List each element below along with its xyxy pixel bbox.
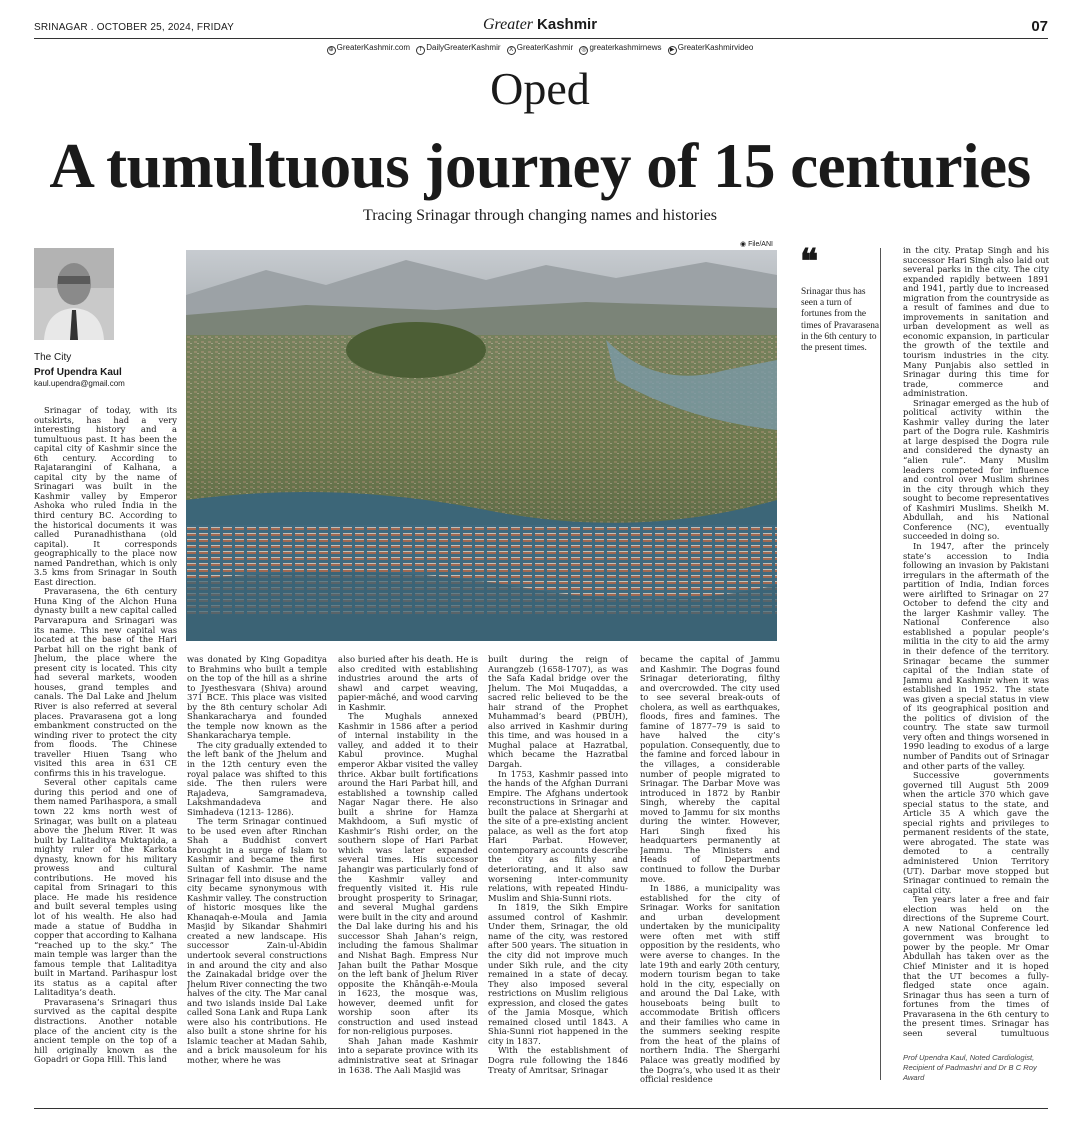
masthead-logo: [0, 16, 1080, 34]
paragraph: was donated by King Gopaditya to Brahmins who built a temple on the top of the hill as a shrine to Jyesthesvara (Shiva) around 371 BCE. This place was visited by the 8th century scholar Adi Shankaracharya and founded the temple now known as the Shankaracharya temple.: [187, 655, 327, 741]
dateline: SRINAGAR . OCTOBER 25, 2024, FRIDAY: [34, 22, 235, 33]
footer-rule: [34, 1108, 1048, 1109]
paragraph: also buried after his death. He is also credited with establishing industries around the arts of shawl and carpet weaving, papier-mâché, and wood carving in Kashmir.: [338, 655, 478, 712]
column-divider: [880, 248, 881, 1080]
facebook-icon: f: [416, 46, 425, 55]
paragraph: became the capital of Jammu and Kashmir. The Dogras found Srinagar deteriorating, filthy and overcrowded. The city used to see several break-outs of cholera, as well as earthquakes, floods, fires and famines. The famine of 1877–79 is said to have halved the city’s population. Consequently, due to the famine and forced labour in the villages, a considerable number of people migrated to Srinagar. The Darbar Move was introduced in 1872 by Ranbir Singh, whereby the capital moved to Jammu for six months during the winter. However, Hari Singh fixed his headquarters permanently at Jammu. The Ministers and Heads of Departments continued to follow the Durbar move.: [640, 655, 780, 884]
paragraph: Srinagar of today, with its outskirts, has had a very interesting history and a tumultuous past. It has been the capital city of Kashmir since the 6th century. According to Rajatarangini of Kalhana, a capital city by the name of Srinagari was built in the Kashmir valley by Emperor Ashoka who ruled India in the third century BC. According to the historical documents it was called Puranadhisthana (old capital). It corresponds geographically to the place now named Pandrethan, which is only 3.5 kms from Srinagar in South East direction.: [34, 406, 177, 587]
paragraph: The city gradually extended to the left bank of the Jhelum and in the 12th century even the royal palace was shifted to this side. The then rulers were Rajadeva, Samgramadeva, Lakshmandadeva and Simhadeva (1213- 1286).: [187, 739, 327, 817]
article-column-4: [488, 655, 628, 1086]
author-footnote: Prof Upendra Kaul, Noted Cardiologist, Recipient of Padmashri and Dr B C Roy Award: [903, 1053, 1037, 1082]
paragraph: Successive governments governed till August 5th 2009 when the article 370 which gave special status to the state, and Article 35 A which gave the special rights and privileges to permanent residents of the state, were abrogated. The state was demoted to a centrally administered Union Territory (UT). Darbar move stopped but Srinagar continued to remain the capital city.: [903, 770, 1049, 895]
instagram-icon: ◎: [581, 47, 587, 53]
social-x-text: GreaterKashmir: [516, 43, 574, 52]
paragraph: built during the reign of Aurangzeb (1658-1707), as was the Safa Kadal bridge over the Jhelum. The Moi Muqaddas, a sacred relic believed to be the hair strand of the Prophet Muhammad’s beard (PBUH), also arrived in Kashmir during this time, and was housed in a Mughal palace at Hazratbal, which became the Hazratbal Dargah.: [488, 655, 628, 770]
srinagar-aerial-photo: [186, 250, 777, 641]
author-photo: [34, 248, 114, 340]
logo-bold: Kashmir: [537, 16, 598, 33]
social-instagram[interactable]: [579, 43, 661, 52]
social-links: [0, 43, 1080, 55]
globe-icon: ⊕: [328, 47, 334, 53]
author-name: Prof Upendra Kaul: [34, 367, 122, 378]
paragraph: The Mughals annexed Kashmir in 1586 after a period of internal instability in the valley, and added it to their Kabul province. Mughal emperor Akbar visited the valley thrice. Akbar built fortifications around the Hari Parbat hill, and established a township called Nagar Nagar there. He also built a shrine for Hamza Makhdoom, a Sufi mystic of Kashmir’s Rishi order, on the southern slope of Hari Parbat which was later expanded several times. His successor Jahangir was particularly fond of the Kashmir valley and frequently visited it. His rule brought prosperity to Srinagar, and several Mughal gardens were built in the city and around the Dal lake during his and his successor Shah Jahan’s reign, including the famous Shalimar and Nishat Bagh. Empress Nur Jahan built the Pathar Mosque on the left bank of Jhelum River opposite the Khānqāh-e-Moula in 1623, the mosque was, however, deemed unfit for worship soon after its construction and used instead for non-religious purposes.: [338, 711, 478, 1037]
photo-credit: [740, 240, 773, 248]
paragraph: Several other capitals came during this period and one of them named Parihaspora, a small town 22 kms north west of Srinagar, was built on a plateau above the Jhelum River. It was built by Lalitaditya Muktapida, a mighty ruler of the Karkota dynasty, known for his military prowess and cultural contributions. He moved his capital from Srinagari to this place. He made his residence and built several temples using lot of his wealth. He also had made a statue of Buddha in copper that according to Kalhana “reached up to the sky.” The main temple was larger than the famous temple that Lalitaditya built in Martand. Parihaspur lost its status as a capital after Lalitaditya’s death.: [34, 777, 177, 998]
social-x[interactable]: [507, 43, 573, 52]
paragraph: In 1886, a municipality was established for the city of Srinagar. Works for sanitation and urban development undertaken by the municipality were often met with stiff opposition by the residents, who were averse to changes. In the late 19th and early 20th century, modern tourism began to take hold in the city, especially on and around the Dal Lake, with houseboats being built to accommodate British officers and their families who came in the summers seeking respite from the heat of the plains of northern India. The Shergarhi Palace was greatly modified by the Dogra’s, who used it as their official residence: [640, 883, 780, 1085]
article-column-3: [338, 655, 478, 1086]
article-column-5: [640, 655, 780, 1086]
paragraph: In 1947, after the princely state’s accession to India following an invasion by Pakistani irregulars in the aftermath of the partition of India, Indian forces were airlifted to Srinagar on 27 October to defend the city and the larger Kashmir valley. The National Conference also established a popular people’s militia in the city to aid the army in their defence of the territory. Srinagar became the summer capital of the Indian state of Jammu and Kashmir when it was established in 1952. The state was given a special status in view of its geographical position and the politics of division of the country. The state saw turmoil very often and things worsened in 1990 leading to exodus of a large number of Pandits out of Srinagar and other parts of the valley.: [903, 540, 1049, 771]
photo-credit-text: File/ANI: [748, 241, 773, 248]
article-column-1: [34, 406, 177, 1086]
paragraph: in the city. Pratap Singh and his successor Hari Singh also laid out several parks in the city. The city expanded rapidly between 1891 and 1941, partly due to increased migration from the countryside as a result of famines and due to improvements in sanitation and urban development as well as economic expansion, in particular the growth of the textile and tourism industries in the city. Many Punjabis also settled in Srinagar during this time for trade, commerce and administration.: [903, 246, 1049, 399]
paragraph: In 1819, the Sikh Empire assumed control of Kashmir. Under them, Srinagar, the old name of the city, was restored after 500 years. The situation in the city did not improve much under Sikh rule, and the city remained in a state of decay. They also imposed several restrictions on Muslim religious expression, and closed the gates of the Jamia Mosque, which remained closed until 1843. A Shia-Sunni riot happened in the city in 1837.: [488, 902, 628, 1046]
paragraph: With the establishment of Dogra rule following the 1846 Treaty of Amritsar, Srinagar: [488, 1045, 628, 1075]
page-number: 07: [1031, 18, 1048, 35]
paragraph: Ten years later a free and fair election was held on the directions of the Supreme Court. A new National Conference led government was brought to power by the people. Mr Omar Abdullah has taken over as the Chief Minister and it is hoped that the UT becomes a fully-fledged state once again. Srinagar thus has seen a turn of fortunes from the times of Pravarasena in the 6th century to the present times. Srinagar has seen several tumultuous: [903, 894, 1049, 1038]
social-youtube[interactable]: [668, 43, 754, 52]
camera-icon: ◉: [740, 241, 749, 248]
author-email[interactable]: kaul.upendra@gmail.com: [34, 379, 125, 388]
article-column-2: [187, 655, 327, 1086]
social-website-text: GreaterKashmir.com: [336, 43, 411, 52]
header-rule: [34, 38, 1048, 39]
x-icon: X: [507, 46, 516, 55]
youtube-icon: ▶: [668, 46, 677, 55]
article-column-6: [903, 246, 1049, 1038]
paragraph: Pravarasena, the 6th century Huna King of the Alchon Huna dynasty built a new capital called Parvarapura and Srinagari was its name. This new capital was located at the base of the Hari Parbat hill on the right bank of Jhelum, the place where the present city is located. This city had several markets, wooden houses, grand temples and canals. The Dal Lake and Jhelum River is also referred at several places. Pravarasena got a long embankment constructed on the winding river to protect the city from floods. The Chinese traveller Hiuen Tsang who visited this area in 631 CE confirms this in his travelogue.: [34, 586, 177, 778]
paragraph: Shah Jahan made Kashmir into a separate province with its administrative seat at Srinagar in 1638. The Aali Masjid was: [338, 1035, 478, 1075]
social-website[interactable]: [327, 43, 410, 52]
social-facebook[interactable]: [416, 43, 500, 52]
section-title: Oped: [490, 63, 590, 114]
paragraph: Pravarasena’s Srinagari thus survived as the capital despite distractions. Another notable place of the ancient city is the ancient temple on the top of a hill originally known as the Gopadri or Gopa Hill. This land: [34, 996, 177, 1065]
social-facebook-text: DailyGreaterKashmir: [426, 43, 501, 52]
headline: A tumultuous journey of 15 centuries: [49, 131, 1031, 201]
subheadline: Tracing Srinagar through changing names and histories: [362, 207, 717, 224]
pull-quote: Srinagar thus has seen a turn of fortunes from the times of Pravarasena in the 6th century to the present times.: [801, 287, 880, 354]
paragraph: Srinagar emerged as the hub of political activity within the Kashmir valley during the later part of the Dogra rule. Kashmiris at large despised the Dogra rule and considered the dynasty an “alien rule”. Many Muslim leaders competed for influence and control over Muslim shrines in the city through which they sought to become representatives of Kashmiri Muslims. Sheikh M. Abdullah, and his National Conference (NC), eventually succeeded in doing so.: [903, 397, 1049, 542]
logo-italic: Greater: [482, 16, 534, 33]
quote-mark-icon: ❝: [800, 244, 819, 281]
author-category: The City: [34, 352, 72, 363]
social-instagram-text: greaterkashmirnews: [589, 43, 662, 52]
paragraph: The term Srinagar continued to be used even after Rinchan Shah a Buddhist convert brought in a surge of Islam to Kashmir and became the first Sultan of Kashmir. The name Srinagar fell into disuse and the city became synonymous with Kashmir valley. The construction of historic mosques like the Khanaqah-e-Moula and Jamia Masjid by Sikandar Shahmiri created a new landscape. His successor Zain-ul-Abidin undertook several constructions in and around the city and also the Zainakadal bridge over the Jhelum River connecting the two halves of the city. The Mar canal and two islands inside Dal Lake called Sona Lank and Rupa Lank were also his contributions. He also built a stone shrine for his Islamic teacher at Madan Sahib, and a brick mausoleum for his mother, where he was: [187, 816, 327, 1065]
social-youtube-text: GreaterKashmirvideo: [677, 43, 754, 52]
paragraph: In 1753, Kashmir passed into the hands of the Afghan Durrani Empire. The Afghans undertook reconstructions in Srinagar and built the palace at Shergarhi at the site of a pre-existing ancient palace, as well as the fort atop Hari Parbat. However, contemporary accounts describe the city as filthy and deteriorating, and it also saw worsening inter-community relations, with repeated Hindu-Muslim and Shia-Sunni riots.: [488, 768, 628, 903]
